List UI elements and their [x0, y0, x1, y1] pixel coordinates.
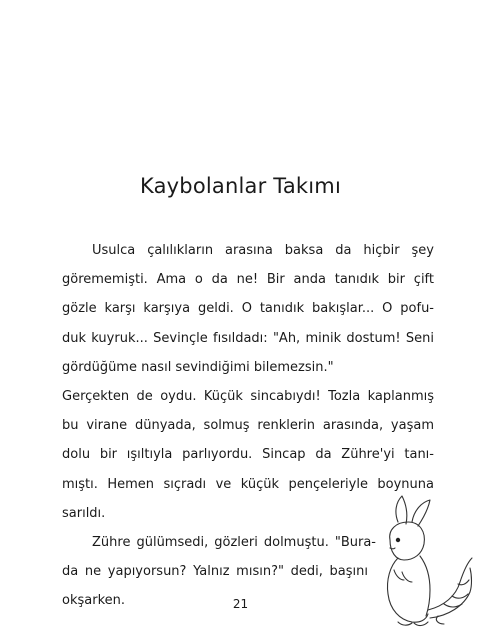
text-line: Gerçekten de oydu. Küçük sincabıydı! Tozla kaplanmış	[62, 388, 434, 404]
text-line: gördüğüme nasıl sevindiğimi bilemezsin."	[62, 359, 334, 375]
text-line: gözle karşı karşıya geldi. O tanıdık bakışlar... O pofu-	[62, 301, 434, 317]
text-line: sarıldı.	[62, 505, 106, 521]
text-line: Usulca çalılıkların arasına baksa da hiçbir şey	[92, 243, 434, 258]
text-line: bu virane dünyada, solmuş renklerin arasında, yaşam	[62, 418, 434, 434]
text-line: da ne yapıyorsun? Yalnız mısın?" dedi, başını	[62, 564, 368, 580]
text-line: duk kuyruk... Sevinçle fısıldadı: "Ah, minik dostum! Seni	[62, 330, 434, 346]
text-line: okşarken.	[62, 593, 126, 609]
chapter-title: Kaybolanlar Takımı	[139, 174, 341, 198]
text-line: mıştı. Hemen sıçradı ve küçük pençeleriyle boynuna	[62, 476, 434, 492]
text-line: dolu bir ışıltıyla parlıyordu. Sincap da Zühre'yi tanı-	[62, 447, 434, 463]
squirrel-illustration	[368, 492, 474, 632]
page-number: 21	[232, 597, 249, 611]
text-line: görememişti. Ama o da ne! Bir anda tanıdık bir çift	[62, 272, 434, 288]
text-line: Zühre gülümsedi, gözleri dolmuştu. "Bura-	[92, 534, 376, 550]
